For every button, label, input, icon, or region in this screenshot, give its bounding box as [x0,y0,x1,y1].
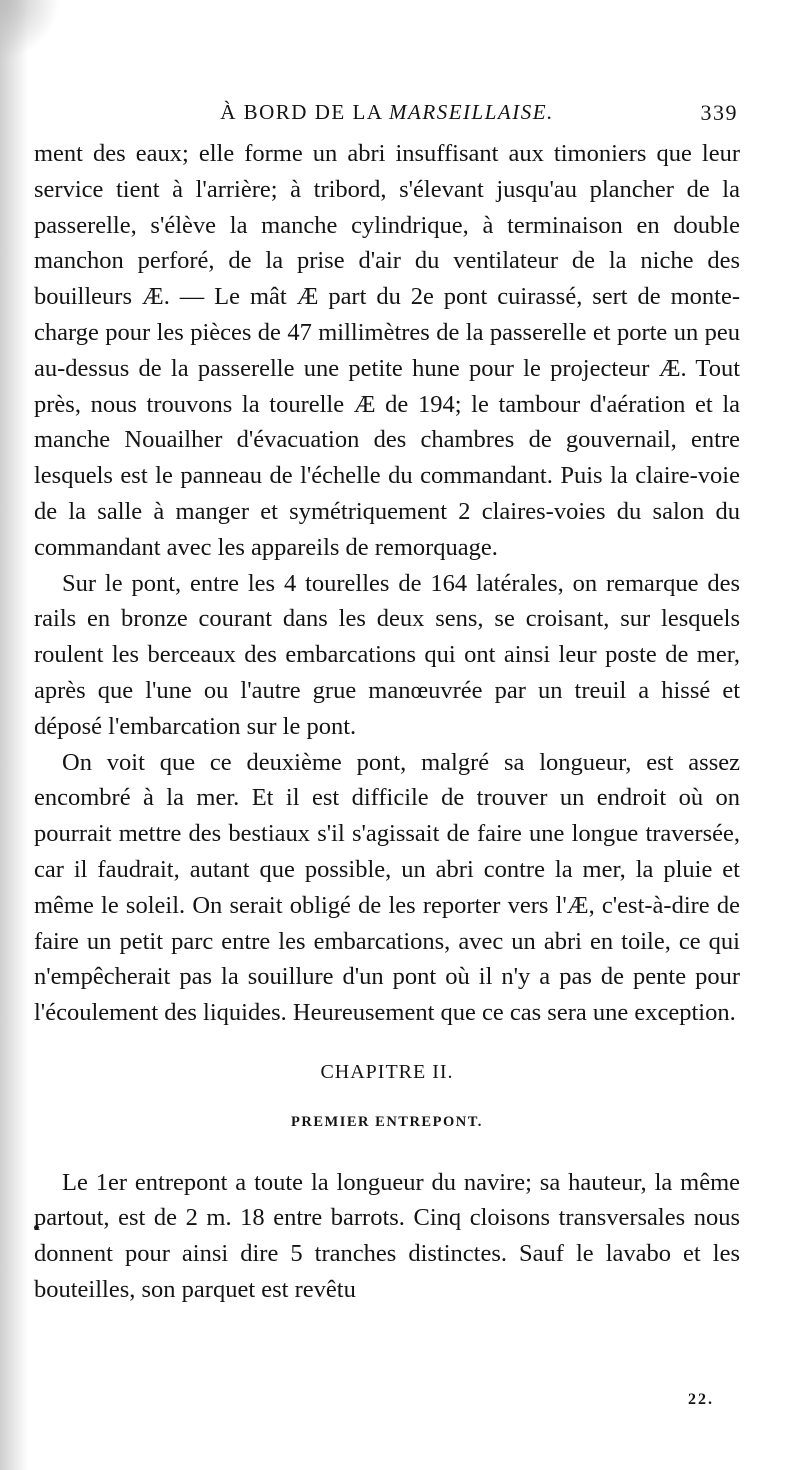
page-corner-shadow [0,0,60,60]
body-text [34,136,740,1308]
paragraph-continued: ment des eaux; elle forme un abri insuffisant aux timoniers que leur service tient à l'arrière; à tribord, s'élevant jusqu'au plancher de la passerelle, s'élève la manche cylindrique, à terminaison en double manchon perforé, de la prise d'air du ventilateur de la niche des bouilleurs Æ. — Le mât Æ part du 2e pont cuirassé, sert de monte-charge pour les pièces de 47 millimètres de la passerelle et porte un peu au-dessus de la passerelle une petite hune pour le projecteur Æ. Tout près, nous trouvons la tourelle Æ de 194; le tambour d'aération et la manche Nouailher d'évacuation des chambres de gouvernail, entre lesquels est le panneau de l'échelle du commandant. Puis la claire-voie de la salle à manger et symétriquement 2 claires-voies du salon du commandant avec les appareils de remorquage. [34,140,740,561]
running-title-prefix: À BORD DE LA [220,100,390,124]
running-head [34,72,740,125]
paragraph-rails: Sur le pont, entre les 4 tourelles de 164 latérales, on remarque des rails en bronze courant dans les deux sens, se croisant, sur lesquels roulent les berceaux des embarcations qui ont ainsi leur poste de mer, après que l'une ou l'autre grue manœuvrée par un treuil a hissé et déposé l'embarcation sur le pont. [34,569,740,740]
running-title [34,100,740,125]
page-number: 339 [700,100,738,125]
page-edge-shadow [0,0,28,1470]
chapter-title: CHAPITRE II. [320,1060,454,1083]
book-page [34,72,740,1308]
section-title: PREMIER ENTREPONT. [291,1113,483,1130]
paragraph-second-deck: On voit que ce deuxième pont, malgré sa longueur, est assez encombré à la mer. Et il est difficile de trouver un endroit où on pourrait mettre des bestiaux s'il s'agissait de faire une longue traversée, car il faudrait, autant que possible, un abri contre la mer, la pluie et même le soleil. On serait obligé de les reporter vers l'Æ, c'est-à-dire de faire un petit parc entre les embarcations, avec un abri en toile, ce qui n'empêcherait pas la souillure d'un pont où il n'y a pas de pente pour l'écoulement des liquides. Heureusement que ce cas sera une exception. [34,748,740,1027]
signature-mark: 22. [688,1391,714,1408]
running-title-ship: MARSEILLAISE. [389,100,554,124]
paragraph-first-between-deck: Le 1er entrepont a toute la longueur du navire; sa hauteur, la même partout, est de 2 m. 18 entre barrots. Cinq cloisons transversales nous donnent pour ainsi dire 5 tranches distinctes. Sauf le lavabo et les bouteilles, son parquet est revêtu [34,1168,740,1303]
